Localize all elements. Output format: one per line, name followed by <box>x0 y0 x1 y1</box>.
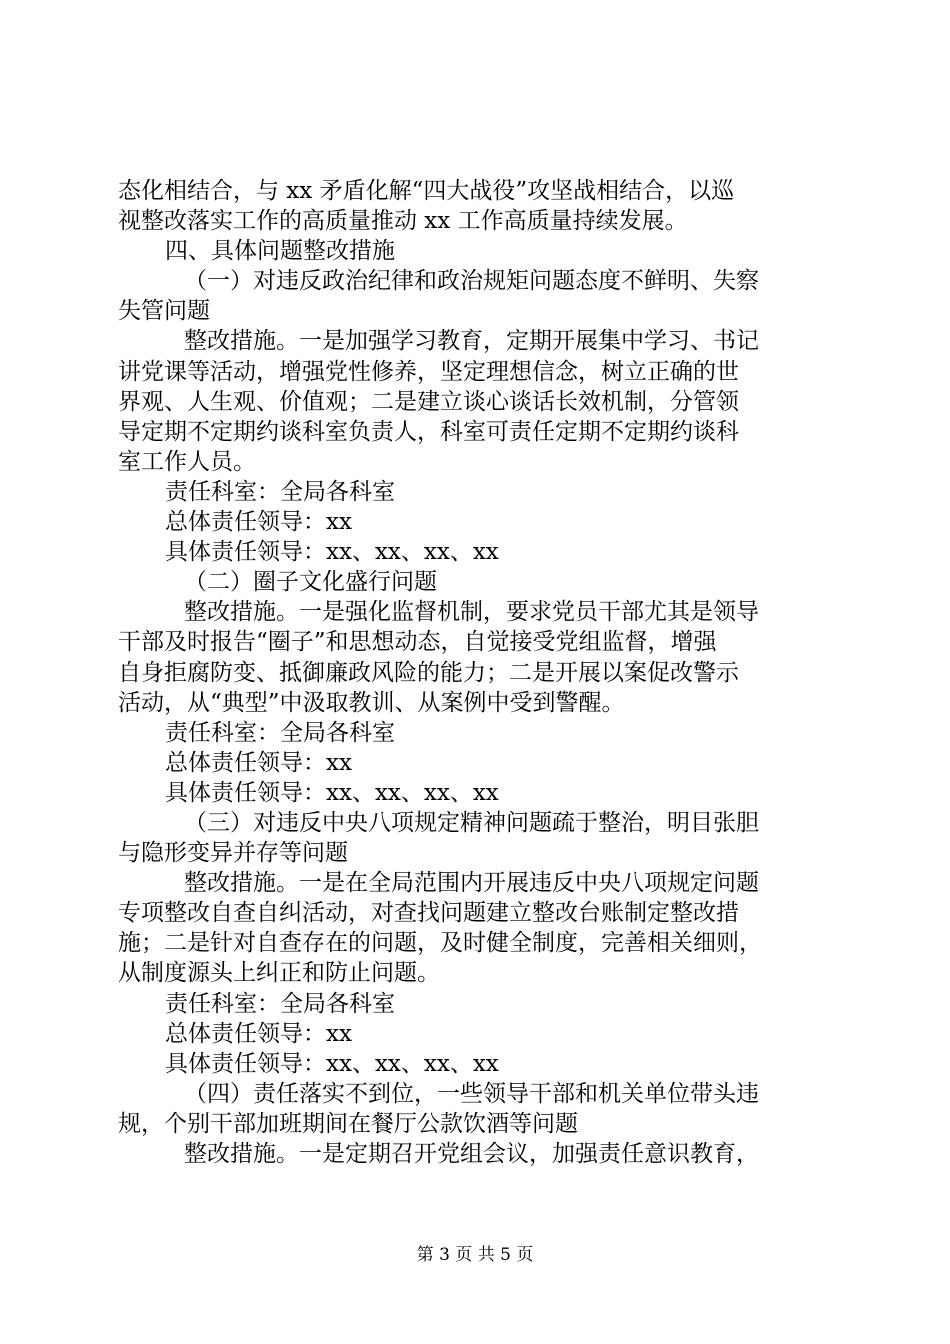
page-number: 第 3 页 共 5 页 <box>416 1245 534 1265</box>
text-line: （四）责任落实不到位，一些领导干部和机关单位带头违 <box>184 1080 759 1107</box>
text-line: 从制度源头上纠正和防止问题。 <box>118 960 440 987</box>
text-line: 规，个别干部加班期间在餐厅公款饮酒等问题 <box>118 1110 578 1137</box>
text-line: （三）对违反中央八项规定精神问题疏于整治，明目张胆 <box>184 809 759 836</box>
text-line: 责任科室：全局各科室 <box>165 478 395 505</box>
text-line: 四、具体问题整改措施 <box>165 238 395 265</box>
text-line: 自身拒腐防变、抵御廉政风险的能力；二是开展以案促改警示 <box>118 659 739 686</box>
text-line: 界观、人生观、价值观；二是建立谈心谈话长效机制，分管领 <box>118 388 739 415</box>
text-line: 导定期不定期约谈科室负责人，科室可责任定期不定期约谈科 <box>118 418 739 445</box>
text-line: 具体责任领导：xx、xx、xx、xx <box>165 1050 499 1077</box>
text-line: 总体责任领导：xx <box>165 1020 352 1047</box>
text-line: 总体责任领导：xx <box>165 509 352 536</box>
text-line: 整改措施。一是在全局范围内开展违反中央八项规定问题 <box>184 870 759 897</box>
text-line: 整改措施。一是加强学习教育，定期开展集中学习、书记 <box>184 328 759 355</box>
text-line: 失管问题 <box>118 298 210 325</box>
text-line: 整改措施。一是强化监督机制，要求党员干部尤其是领导 <box>184 599 759 626</box>
text-line: 具体责任领导：xx、xx、xx、xx <box>165 539 499 566</box>
text-line: 总体责任领导：xx <box>165 749 352 776</box>
text-line: 与隐形变异并存等问题 <box>118 840 348 867</box>
text-line: 专项整改自查自纠活动，对查找问题建立整改台账制定整改措 <box>118 900 739 927</box>
text-line: 干部及时报告“圈子”和思想动态，自觉接受党组监督，增强 <box>118 629 717 656</box>
text-line: （一）对违反政治纪律和政治规矩问题态度不鲜明、失察 <box>184 268 759 295</box>
text-line: 室工作人员。 <box>118 448 256 475</box>
text-line: 施；二是针对自查存在的问题，及时健全制度，完善相关细则， <box>118 930 762 957</box>
document-text <box>118 176 842 1169</box>
text-line: 责任科室：全局各科室 <box>165 719 395 746</box>
document-body <box>118 176 842 1169</box>
text-line: 活动，从“典型”中汲取教训、从案例中受到警醒。 <box>118 689 625 716</box>
text-line: 讲党课等活动，增强党性修养，坚定理想信念，树立正确的世 <box>118 358 739 385</box>
text-line: 具体责任领导：xx、xx、xx、xx <box>165 779 499 806</box>
text-line: 责任科室：全局各科室 <box>165 990 395 1017</box>
text-line: 态化相结合，与 xx 矛盾化解“四大战役”攻坚战相结合，以巡 <box>118 178 735 204</box>
text-line: 视整改落实工作的高质量推动 xx 工作高质量持续发展。 <box>118 208 688 235</box>
text-line: （二）圈子文化盛行问题 <box>184 569 437 596</box>
page-footer <box>0 1244 950 1266</box>
text-line: 整改措施。一是定期召开党组会议，加强责任意识教育， <box>184 1141 759 1167</box>
